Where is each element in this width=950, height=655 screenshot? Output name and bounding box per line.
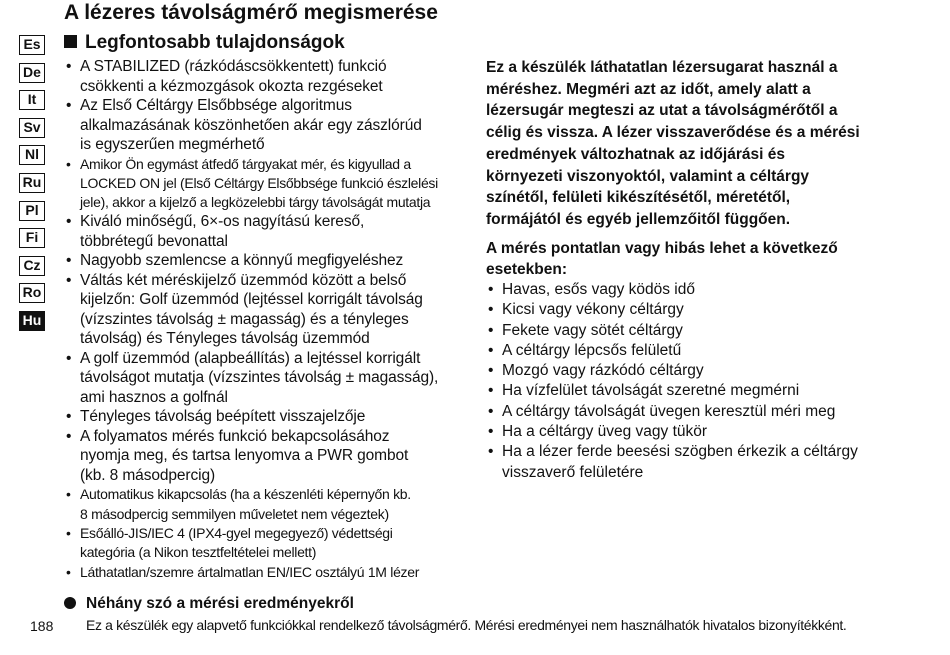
language-tabs — [19, 35, 45, 339]
condition-item — [486, 402, 906, 422]
language-tab-pl[interactable]: Pl — [19, 201, 45, 221]
text-line: távolságot mutatja (vízszintes távolság ± magasság), — [80, 369, 439, 387]
text-line: Esőálló-JIS/IEC 4 (IPX4-gyel megegyező) védettségi — [80, 524, 393, 541]
text-line: Mozgó vagy rázkódó céltárgy — [502, 362, 704, 380]
page-title: A lézeres távolságmérő megismerése — [64, 1, 438, 24]
feature-item — [64, 212, 474, 251]
condition-item — [486, 300, 906, 320]
feature-list — [64, 57, 474, 582]
condition-item — [486, 280, 906, 300]
text-line: kategória (a Nikon tesztfeltételei mellett) — [80, 544, 317, 561]
text-line: (vízszintes távolság ± magasság) és a tényleges — [80, 310, 409, 328]
text-line: esetekben: — [486, 261, 567, 278]
text-line: Ha a lézer ferde beesési szögben érkezik a céltárgy — [502, 443, 858, 461]
text-line: is egyszerűen megmérhető — [80, 136, 265, 153]
condition-item — [486, 422, 906, 442]
features-title: Legfontosabb tulajdonságok — [85, 32, 345, 53]
condition-item — [486, 321, 906, 341]
measurement-intro — [486, 57, 886, 231]
features-heading — [64, 31, 345, 55]
feature-item — [64, 427, 474, 486]
feature-item — [64, 57, 474, 96]
conditions-list — [486, 280, 906, 483]
text-line: lézersugár megteszi az utat a távolságmérőtől a — [486, 102, 838, 120]
feature-item — [64, 485, 474, 524]
text-line: színétől, felületi kikészítésétől, méretétől, — [486, 189, 791, 207]
text-line: Láthatatlan/szemre ártalmatlan EN/IEC osztályú 1M lézer — [80, 563, 420, 580]
text-line: Amikor Ön egymást átfedő tárgyakat mér, és kigyullad a — [80, 155, 411, 172]
condition-item — [486, 381, 906, 401]
text-line: jele), akkor a kijelző a legközelebbi tárgy távolságát mutatja — [80, 194, 431, 211]
condition-item — [486, 361, 906, 381]
page-number: 188 — [30, 618, 54, 634]
text-line: Ha vízfelület távolságát szeretné megmérni — [502, 382, 800, 400]
feature-item — [64, 155, 474, 213]
feature-item — [64, 407, 474, 427]
text-line: Nagyobb szemlencse a könnyű megfigyeléshez — [80, 252, 404, 270]
feature-item — [64, 271, 474, 349]
feature-item — [64, 524, 474, 563]
text-line: A céltárgy távolságát üvegen keresztül méri meg — [502, 402, 836, 420]
language-tab-nl[interactable]: Nl — [19, 145, 45, 165]
text-line: formájától és egyéb jellemzőitől függően. — [486, 210, 791, 228]
circle-bullet-icon — [64, 597, 76, 609]
conditions-heading — [486, 238, 886, 280]
text-line: célig és vissza. A lézer visszaverődése és a mérési — [486, 124, 860, 142]
feature-item — [64, 349, 474, 408]
text-line: A céltárgy lépcsős felületű — [502, 341, 682, 359]
text-line: Váltás két méréskijelző üzemmód között a belső — [80, 271, 407, 289]
text-line: méréshez. Megméri azt az időt, amely alatt a — [486, 80, 811, 98]
text-line: Ha a céltárgy üveg vagy tükör — [502, 423, 708, 441]
text-line: alkalmazásának köszönhetően akár egy zászlórúd — [80, 116, 422, 134]
text-line: 8 másodpercig semmilyen műveletet nem végeztek) — [80, 505, 389, 522]
note-heading — [64, 594, 354, 614]
language-tab-hu[interactable]: Hu — [19, 311, 45, 331]
text-line: távolság) és Tényleges távolság üzemmód — [80, 330, 370, 348]
text-line: LOCKED ON jel (Első Céltárgy Elsőbbsége funkció észlelési — [80, 174, 438, 191]
text-line: nyomja meg, és tartsa lenyomva a PWR gombot — [80, 447, 409, 465]
text-line: Ez a készülék láthatatlan lézersugarat használ a — [486, 59, 838, 76]
text-line: A folyamatos mérés funkció bekapcsolásához — [80, 427, 390, 445]
text-line: Az Első Céltárgy Elsőbbsége algoritmus — [80, 97, 352, 114]
note-text: Ez a készülék egy alapvető funkciókkal rendelkező távolságmérő. Mérési eredményei nem használhatók hivatalos bizonyítékként. — [86, 617, 847, 633]
text-line: A golf üzemmód (alapbeállítás) a lejtéssel korrigált — [80, 349, 421, 367]
language-tab-fi[interactable]: Fi — [19, 228, 45, 248]
language-tab-de[interactable]: De — [19, 63, 45, 83]
text-line: eredmények változhatnak az időjárási és — [486, 145, 785, 163]
condition-item — [486, 442, 906, 483]
language-tab-es[interactable]: Es — [19, 35, 45, 55]
feature-item — [64, 96, 474, 155]
text-line: Automatikus kikapcsolás (ha a készenléti képernyőn kb. — [80, 486, 411, 503]
text-line: Tényleges távolság beépített visszajelzője — [80, 408, 366, 426]
text-line: kijelzőn: Golf üzemmód (lejtéssel korrigált távolság — [80, 291, 423, 309]
text-line: Kiváló minőségű, 6×-os nagyítású kereső, — [80, 213, 365, 231]
language-tab-it[interactable]: It — [19, 90, 45, 110]
text-line: Havas, esős vagy ködös idő — [502, 281, 695, 298]
language-tab-ro[interactable]: Ro — [19, 283, 45, 303]
language-tab-ru[interactable]: Ru — [19, 173, 45, 193]
text-line: csökkenti a kézmozgások okozta rezgéseket — [80, 77, 383, 95]
language-tab-cz[interactable]: Cz — [19, 256, 45, 276]
condition-item — [486, 341, 906, 361]
feature-item — [64, 563, 474, 582]
feature-item — [64, 251, 474, 271]
text-line: Fekete vagy sötét céltárgy — [502, 321, 683, 339]
text-line: többrétegű bevonattal — [80, 232, 228, 250]
text-line: Kicsi vagy vékony céltárgy — [502, 301, 684, 319]
text-line: A mérés pontatlan vagy hibás lehet a következő — [486, 240, 838, 257]
language-tab-sv[interactable]: Sv — [19, 118, 45, 138]
text-line: környezeti viszonyoktól, valamint a céltárgy — [486, 167, 810, 185]
text-line: (kb. 8 másodpercig) — [80, 466, 216, 484]
square-bullet-icon — [64, 35, 77, 48]
note-title: Néhány szó a mérési eredményekről — [86, 595, 354, 612]
text-line: visszaverő felületére — [502, 463, 644, 481]
text-line: A STABILIZED (rázkódáscsökkentett) funkció — [80, 58, 387, 75]
text-line: ami hasznos a golfnál — [80, 388, 228, 406]
